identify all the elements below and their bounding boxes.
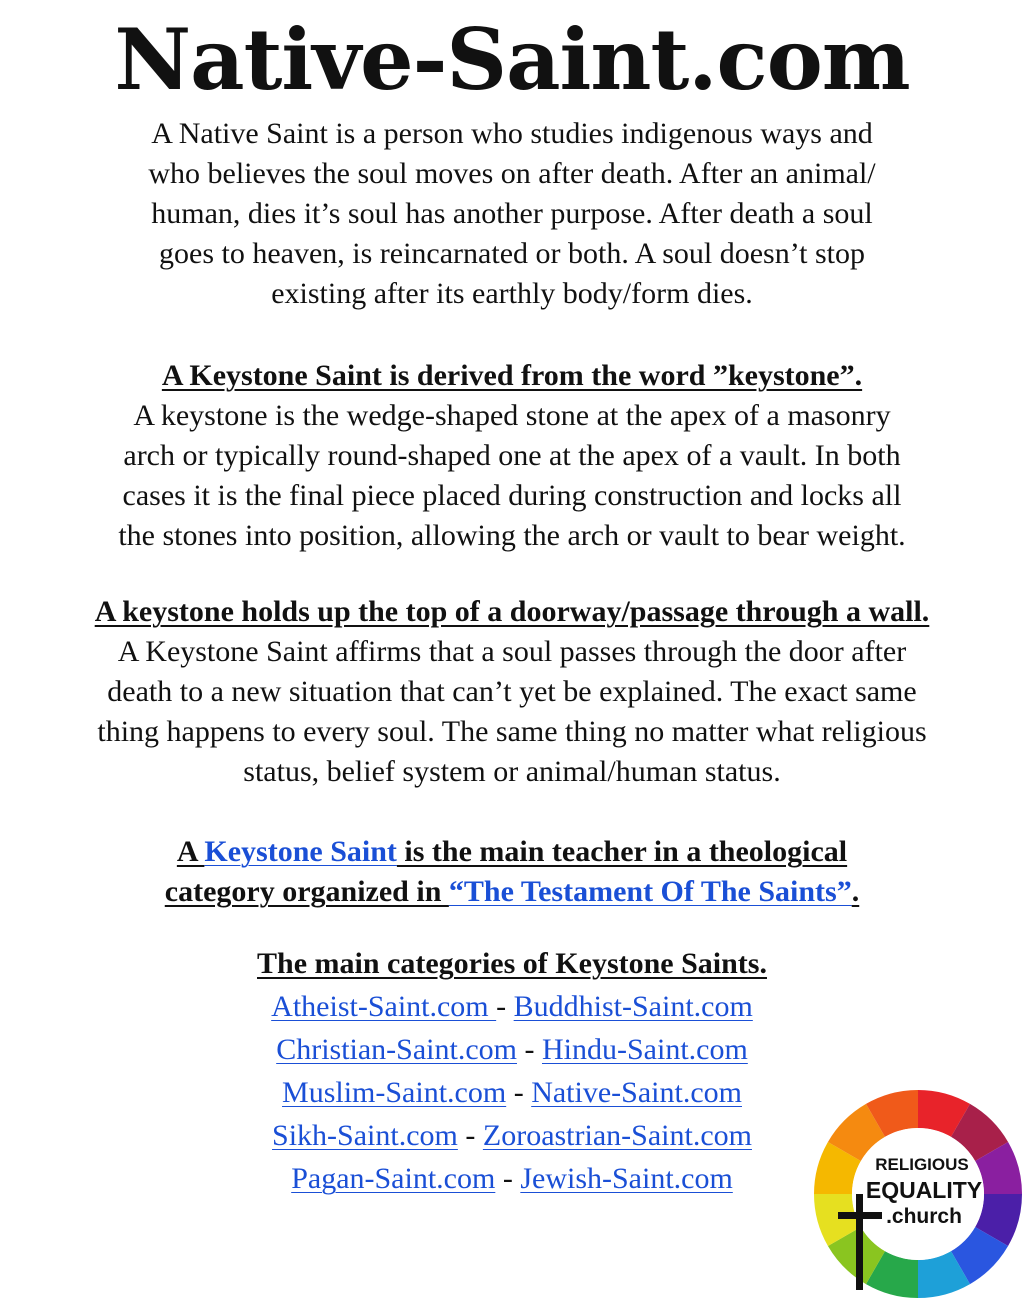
- intro-line: who believes the soul moves on after death. After an animal/: [148, 157, 876, 190]
- jewish-saint-link[interactable]: Jewish-Saint.com: [520, 1162, 733, 1195]
- buddhist-saint-link[interactable]: Buddhist-Saint.com: [513, 990, 753, 1023]
- teacher-statement: [0, 832, 1024, 912]
- zoroastrian-saint-link[interactable]: Zoroastrian-Saint.com: [482, 1119, 752, 1152]
- keystone-doorway-line: status, belief system or animal/human status.: [243, 755, 781, 788]
- page-title: Native-Saint.com: [114, 10, 910, 109]
- keystone-doorway-line: thing happens to every soul. The same thing no matter what religious: [97, 715, 927, 748]
- intro-line: existing after its earthly body/form dies.: [271, 277, 753, 310]
- religious-equality-logo[interactable]: [812, 1088, 1024, 1300]
- hindu-saint-link[interactable]: Hindu-Saint.com: [542, 1033, 748, 1066]
- sikh-saint-link[interactable]: Sikh-Saint.com: [272, 1119, 458, 1152]
- keystone-doorway-line: death to a new situation that can’t yet be explained. The exact same: [107, 675, 917, 708]
- separator: -: [496, 990, 507, 1023]
- category-row: [0, 985, 1024, 1028]
- keystone-definition-line: cases it is the final piece placed during construction and locks all: [122, 479, 902, 512]
- keystone-definition-line: A keystone is the wedge-shaped stone at the apex of a masonry: [133, 399, 891, 432]
- logo-text-religious: RELIGIOUS: [875, 1155, 969, 1174]
- categories-heading: The main categories of Keystone Saints.: [257, 947, 767, 980]
- logo-text-equality: EQUALITY: [865, 1177, 983, 1203]
- intro-line: goes to heaven, is reincarnated or both. A soul doesn’t stop: [159, 237, 865, 270]
- keystone-doorway-heading: A keystone holds up the top of a doorway/passage through a wall.: [94, 595, 930, 628]
- keystone-saint-link[interactable]: Keystone Saint: [204, 835, 397, 868]
- separator: -: [465, 1119, 476, 1152]
- atheist-saint-link[interactable]: Atheist-Saint.com: [271, 990, 497, 1023]
- keystone-definition-line: arch or typically round-shaped one at the apex of a vault. In both: [123, 439, 901, 472]
- category-row: [0, 1028, 1024, 1071]
- teacher-prefix: A: [176, 835, 205, 868]
- keystone-definition-line: the stones into position, allowing the arch or vault to bear weight.: [118, 519, 906, 552]
- logo-text-church: .church: [886, 1205, 962, 1228]
- keystone-doorway-section: [0, 592, 1024, 792]
- separator: -: [513, 1076, 524, 1109]
- testament-of-the-saints-link[interactable]: “The Testament Of The Saints”: [448, 875, 852, 908]
- intro-paragraph: [0, 114, 1024, 314]
- teacher-suffix: .: [851, 875, 860, 908]
- keystone-doorway-line: A Keystone Saint affirms that a soul passes through the door after: [117, 635, 907, 668]
- keystone-definition-heading: A Keystone Saint is derived from the word ”keystone”.: [161, 359, 863, 392]
- christian-saint-link[interactable]: Christian-Saint.com: [276, 1033, 517, 1066]
- teacher-text: is the main teacher in a theological: [396, 835, 848, 868]
- pagan-saint-link[interactable]: Pagan-Saint.com: [291, 1162, 496, 1195]
- separator: -: [524, 1033, 535, 1066]
- muslim-saint-link[interactable]: Muslim-Saint.com: [282, 1076, 507, 1109]
- teacher-text: category organized in: [164, 875, 449, 908]
- native-saint-link[interactable]: Native-Saint.com: [531, 1076, 742, 1109]
- separator: -: [502, 1162, 513, 1195]
- keystone-definition-section: [0, 356, 1024, 556]
- intro-line: human, dies it’s soul has another purpose. After death a soul: [151, 197, 873, 230]
- intro-line: A Native Saint is a person who studies indigenous ways and: [151, 117, 873, 150]
